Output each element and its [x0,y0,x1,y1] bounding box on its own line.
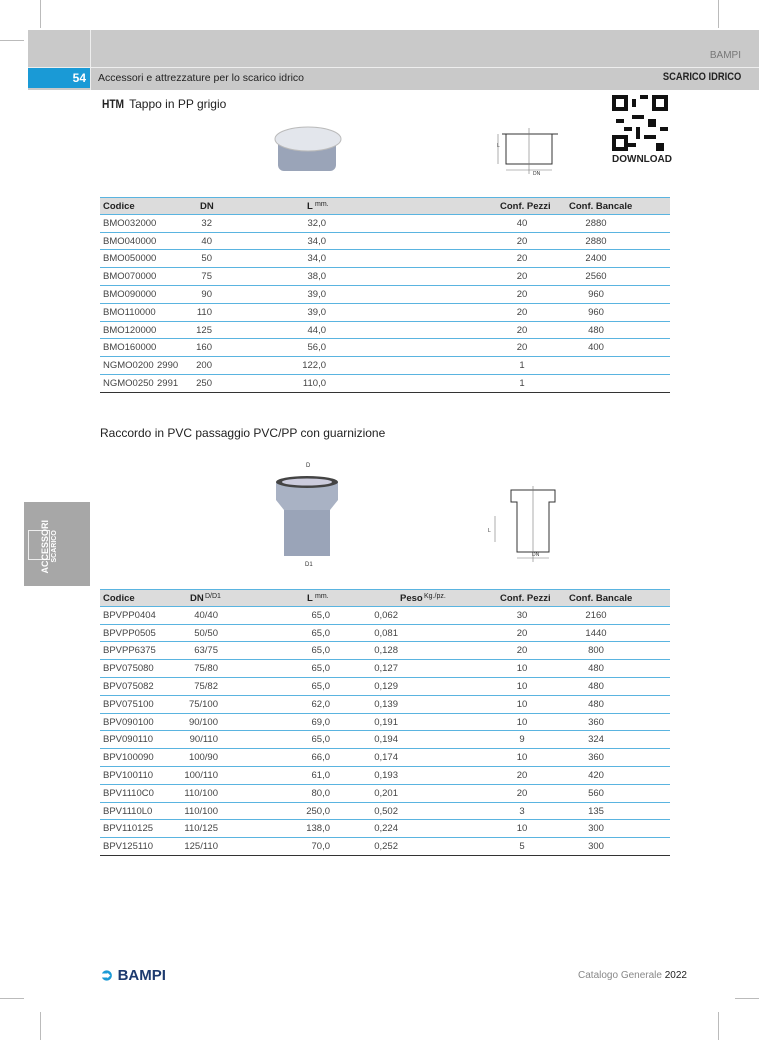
col-dn: DN [200,201,214,212]
conf-pezzi: 20 [516,235,528,247]
alt-code: 2991 [157,377,179,389]
table-row [100,375,670,393]
dn: 63/75 [194,645,218,657]
l-mm: 61,0 [311,769,330,781]
product1-table [100,197,670,393]
col-l: L [307,201,313,212]
conf-bancale: 1440 [585,627,607,639]
drawing-label-d1: D1 [305,562,313,568]
cap-drawing [490,128,570,183]
table-row [100,250,670,268]
l-mm: 34,0 [307,253,326,265]
side-tab-label: ACCESSORI SCARICO [40,520,58,574]
conf-pezzi: 5 [519,841,525,853]
conf-bancale: 480 [588,663,604,675]
table-row [100,749,670,767]
conf-bancale: 360 [588,716,604,728]
l-mm: 34,0 [307,235,326,247]
table-row [100,785,670,803]
conf-pezzi: 20 [516,324,528,336]
divider [28,67,759,68]
l-mm: 138,0 [306,823,330,835]
l-mm: 56,0 [307,342,326,354]
conf-bancale: 480 [588,680,604,692]
dn: 90/100 [188,716,218,728]
conf-pezzi: 9 [519,734,525,746]
col-conf-bancale: Conf. Bancale [569,201,633,212]
col-l-unit: mm. [315,201,329,208]
table-row [100,820,670,838]
l-mm: 39,0 [307,306,326,318]
product1-name: Tappo in PP grigio [129,97,227,111]
qr-code[interactable] [612,95,668,151]
footer-catalog: Catalogo Generale 2022 [578,970,687,981]
col-codice: Codice [103,201,135,212]
conf-pezzi: 10 [516,716,528,728]
dn: 250 [196,377,212,389]
l-mm: 69,0 [311,716,330,728]
l-mm: 65,0 [311,609,330,621]
peso: 0,224 [374,823,398,835]
product2-title: Raccordo in PVC passaggio PVC/PP con guarnizione [100,426,386,440]
table-row [100,803,670,821]
codice: BPV090110 [103,734,154,746]
drawing-label-l: L [488,528,491,534]
conf-bancale: 135 [588,805,604,817]
conf-bancale: 960 [588,288,604,300]
table-header [100,589,670,607]
conf-bancale: 2160 [585,609,607,621]
table-row [100,696,670,714]
table-row [100,767,670,785]
conf-bancale: 2880 [585,217,607,229]
crop-mark [0,40,24,41]
peso: 0,127 [374,663,398,675]
l-mm: 38,0 [307,271,326,283]
peso: 0,129 [374,680,398,692]
peso: 0,081 [374,627,398,639]
conf-pezzi: 1 [519,360,525,372]
col-dn: DN [190,593,204,604]
conf-pezzi: 20 [516,288,528,300]
codice: BPV075082 [103,680,154,692]
conf-pezzi: 20 [516,627,528,639]
codice: BMO050000 [103,253,157,265]
dn: 50 [201,253,212,265]
codice: NGMO0250 [103,377,154,389]
section-title: Accessori e attrezzature per lo scarico idrico [98,72,304,84]
codice: BPVPP0404 [103,609,156,621]
table-row [100,607,670,625]
dn: 50/50 [194,627,218,639]
col-codice: Codice [103,593,135,604]
dn: 100/90 [188,752,218,764]
dn: 100/110 [184,769,218,781]
table-row [100,286,670,304]
l-mm: 110,0 [302,377,326,389]
l-mm: 65,0 [311,734,330,746]
l-mm: 39,0 [307,288,326,300]
l-mm: 65,0 [311,645,330,657]
dn: 90 [201,288,212,300]
peso: 0,194 [374,734,398,746]
drawing-label-l: L [497,143,500,149]
cap-image [272,125,344,180]
crop-mark [718,0,719,28]
conf-bancale: 324 [588,734,604,746]
table-header [100,197,670,215]
l-mm: 70,0 [311,841,330,853]
product1-code: HTM [101,97,125,111]
table-row [100,625,670,643]
table-row [100,268,670,286]
conf-bancale: 480 [588,698,604,710]
table-row [100,357,670,375]
codice: BPV125110 [103,841,154,853]
alt-code: 2990 [157,360,179,372]
table-row [100,660,670,678]
l-mm: 65,0 [311,627,330,639]
dn: 110/100 [184,787,218,799]
conf-bancale: 800 [588,645,604,657]
page-number: 54 [28,68,90,88]
dn: 75/100 [188,698,218,710]
col-conf-pezzi: Conf. Pezzi [500,593,551,604]
l-mm: 44,0 [307,324,326,336]
dn: 110 [196,306,212,318]
divider [90,30,91,90]
fitting-drawing [485,486,575,571]
l-mm: 66,0 [311,752,330,764]
dn: 32 [201,217,212,229]
codice: BPVPP0505 [103,627,156,639]
col-l: L [307,593,313,604]
dn: 110/100 [184,805,218,817]
l-mm: 65,0 [311,680,330,692]
qr-download-label[interactable]: DOWNLOAD [612,154,672,165]
col-peso-unit: Kg./pz. [424,593,446,600]
product2-table [100,589,670,856]
dn: 40 [201,235,212,247]
conf-pezzi: 10 [516,823,528,835]
peso: 0,191 [374,716,398,728]
dn: 125/110 [184,841,218,853]
dn: 75/82 [194,680,218,692]
crop-mark [718,1012,719,1040]
conf-bancale: 300 [588,823,604,835]
codice: NGMO0200 [103,360,154,372]
table-row [100,304,670,322]
l-mm: 122,0 [302,360,326,372]
conf-pezzi: 10 [516,663,528,675]
conf-pezzi: 20 [516,342,528,354]
conf-pezzi: 20 [516,306,528,318]
conf-pezzi: 20 [516,645,528,657]
conf-bancale: 2880 [585,235,607,247]
dn: 90/110 [189,734,218,746]
peso: 0,128 [374,645,398,657]
peso: 0,193 [374,769,398,781]
codice: BMO040000 [103,235,157,247]
table-row [100,678,670,696]
conf-pezzi: 20 [516,253,528,265]
l-mm: 65,0 [311,663,330,675]
conf-pezzi: 40 [516,217,528,229]
table-row [100,322,670,340]
conf-pezzi: 1 [519,377,525,389]
dn: 200 [196,360,212,372]
table-row [100,233,670,251]
crop-mark [0,998,24,999]
product1-title [100,97,226,111]
peso: 0,139 [374,698,398,710]
peso: 0,201 [374,787,398,799]
l-mm: 62,0 [311,698,330,710]
crop-mark [40,0,41,28]
conf-bancale: 360 [588,752,604,764]
table-row [100,714,670,732]
category-title: SCARICO IDRICO [662,71,741,83]
codice: BPV075080 [103,663,154,675]
codice: BMO160000 [103,342,157,354]
codice: BPV075100 [103,698,154,710]
l-mm: 32,0 [307,217,326,229]
conf-bancale: 400 [588,342,604,354]
l-mm: 80,0 [311,787,330,799]
codice: BMO032000 [103,217,157,229]
l-mm: 250,0 [306,805,330,817]
bampi-logo: ➲ BAMPI [100,967,166,984]
conf-pezzi: 10 [516,680,528,692]
conf-bancale: 960 [588,306,604,318]
dn: 110/125 [184,823,218,835]
peso: 0,174 [374,752,398,764]
codice: BPV090100 [103,716,154,728]
conf-pezzi: 20 [516,271,528,283]
dn: 75 [201,271,212,283]
table-row [100,838,670,856]
codice: BPV110125 [103,823,154,835]
conf-bancale: 480 [588,324,604,336]
conf-pezzi: 20 [516,769,528,781]
codice: BMO070000 [103,271,157,283]
peso: 0,502 [374,805,398,817]
conf-pezzi: 20 [516,787,528,799]
fitting-image [272,470,344,565]
drawing-label-d: D [306,463,311,469]
table-row [100,215,670,233]
conf-bancale: 300 [588,841,604,853]
dn: 160 [196,342,212,354]
drawing-label-dn: DN [533,171,541,177]
codice: BPVPP6375 [103,645,156,657]
conf-bancale: 560 [588,787,604,799]
codice: BPV1110L0 [103,805,153,817]
logo-swirl-icon: ➲ [100,967,114,984]
codice: BMO120000 [103,324,157,336]
conf-bancale: 420 [588,769,604,781]
table-row [100,339,670,357]
dn: 75/80 [194,663,218,675]
dn: 125 [196,324,212,336]
codice: BPV100110 [103,769,154,781]
col-conf-pezzi: Conf. Pezzi [500,201,551,212]
table-row [100,642,670,660]
col-peso: Peso [400,593,423,604]
conf-pezzi: 30 [516,609,528,621]
conf-pezzi: 3 [519,805,525,817]
peso: 0,062 [374,609,398,621]
crop-mark [735,998,759,999]
conf-bancale: 2560 [585,271,607,283]
conf-pezzi: 10 [516,698,528,710]
drawing-label-dn: DN [532,552,540,558]
col-l-unit: mm. [315,593,329,600]
dn: 40/40 [194,609,218,621]
col-conf-bancale: Conf. Bancale [569,593,633,604]
conf-bancale: 2400 [585,253,607,265]
peso: 0,252 [374,841,398,853]
crop-mark [40,1012,41,1040]
codice: BMO110000 [103,306,156,318]
codice: BPV100090 [103,752,154,764]
codice: BPV1110C0 [103,787,154,799]
table-row [100,731,670,749]
col-dn-unit: D/D1 [205,593,221,600]
header-brand: BAMPI [709,50,741,61]
conf-pezzi: 10 [516,752,528,764]
codice: BMO090000 [103,288,157,300]
